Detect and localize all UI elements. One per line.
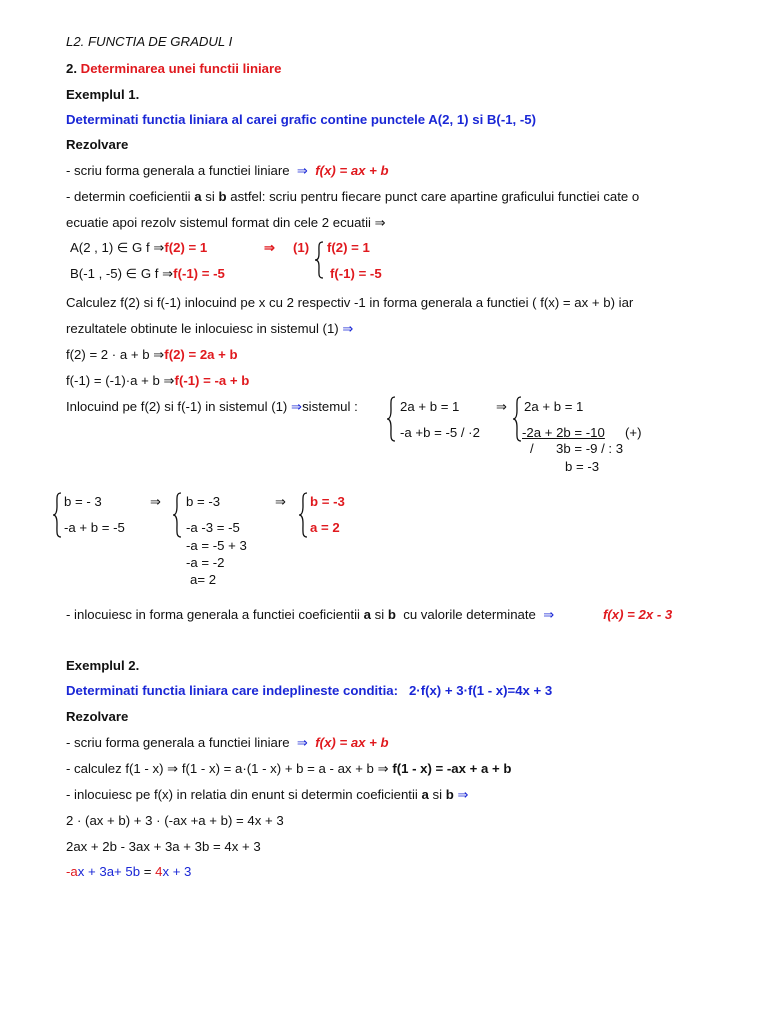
implies-arrow: ⇒	[296, 163, 308, 178]
text: - calculez f(1 - x)	[66, 761, 164, 776]
system3-eq-1: b = - 3	[64, 494, 102, 509]
equals-sign: =	[140, 864, 156, 879]
implies-arrow: ⇒	[167, 761, 179, 776]
text: cu valorile determinate	[403, 607, 536, 622]
ex2-line-calc	[66, 761, 511, 777]
ex1-line-coefficients	[66, 189, 639, 205]
point-B-line	[70, 266, 225, 282]
system1-eq-1: 2a + b = 1	[400, 399, 460, 414]
var-a: a	[421, 787, 429, 802]
system-eq-1: f(2) = 1	[327, 240, 370, 255]
text: - scriu forma generala a functiei liniare	[66, 735, 290, 750]
text: - determin coeficientii	[66, 189, 191, 204]
document-title: L2. FUNCTIA DE GRADUL I	[66, 34, 233, 49]
calc-expression: f(1 - x) = a·(1 - x) + b = a - ax + b	[181, 761, 374, 776]
coef-4: 4	[155, 864, 163, 879]
implies-arrow: ⇒	[296, 735, 308, 750]
final-line	[66, 607, 554, 623]
final-a-value: a = 2	[310, 520, 340, 535]
f2-line	[66, 347, 238, 363]
inloc-line	[66, 399, 358, 415]
implies-arrow: ⇒	[377, 761, 389, 776]
example1-rezolvare: Rezolvare	[66, 137, 129, 152]
fm1-result: f(-1) = -a + b	[174, 373, 250, 388]
point-A-equation: f(2) = 1	[164, 240, 208, 255]
var-b: b	[387, 607, 396, 622]
var-b: b	[445, 787, 454, 802]
calc-result: f(1 - x) = -ax + a + b	[392, 761, 512, 776]
implies-arrow: ⇒	[342, 321, 354, 336]
general-form-formula: f(x) = ax + b	[315, 735, 389, 750]
x-term: x +	[77, 864, 100, 879]
implies-arrow: ⇒	[150, 494, 162, 509]
implies-arrow: ⇒	[543, 607, 555, 622]
sum-operator: (+)	[625, 425, 642, 440]
text: f(-1) = (-1)·a + b	[66, 373, 160, 388]
fm1-line	[66, 373, 249, 389]
system2-b-result: b = -3	[565, 459, 600, 474]
point-A-membership: A(2 , 1) ∈ G f	[70, 240, 150, 255]
brace-icon	[512, 396, 522, 442]
implies-arrow: ⇒	[457, 787, 469, 802]
system-label: (1)	[293, 240, 310, 255]
implies-arrow: ⇒	[153, 347, 165, 362]
ex2-line-substitute	[66, 787, 469, 803]
calc-line-1: Calculez f(2) si f(-1) inlocuind pe x cu 2 respectiv -1 in forma generala a functiei ( f(x) = ax + b) iar	[66, 295, 634, 310]
constant-terms: 3a+ 5b	[99, 864, 141, 879]
brace-icon	[172, 492, 182, 538]
system2-eq-2: -2a + 2b = -10	[522, 425, 605, 440]
implies-arrow: ⇒	[374, 215, 386, 230]
point-B-equation: f(-1) = -5	[173, 266, 225, 281]
var-a: a	[363, 607, 371, 622]
task-condition: 2·f(x) + 3·f(1 - x)=4x + 3	[408, 683, 553, 698]
var-a: a	[194, 189, 202, 204]
section-number: 2.	[66, 61, 77, 76]
equation-1: 2 · (ax + b) + 3 · (-ax +a + b) = 4x + 3	[66, 813, 284, 828]
coef-neg-a: -a	[66, 864, 78, 879]
system4-step-2: -a = -2	[186, 555, 225, 570]
brace-icon	[52, 492, 62, 538]
text: - inlocuiesc pe f(x) in relatia din enunt si determin coeficientii	[66, 787, 418, 802]
example1-heading: Exemplul 1.	[66, 87, 140, 102]
ex1-line-general-form	[66, 163, 389, 179]
calc-line-2	[66, 321, 353, 337]
general-form-formula: f(x) = ax + b	[315, 163, 389, 178]
implies-arrow: ⇒	[264, 240, 276, 255]
task-text: Determinati functia liniara care indeplineste conditia:	[66, 683, 398, 698]
text: - scriu forma generala a functiei liniare	[66, 163, 290, 178]
text: ecuatie apoi rezolv sistemul format din cele 2 ecuatii	[66, 215, 371, 230]
ex2-line-general-form	[66, 735, 389, 751]
brace-icon	[314, 241, 324, 279]
implies-arrow: ⇒	[163, 373, 175, 388]
implies-arrow: ⇒	[162, 266, 174, 281]
system2-sum-result: 3b = -9 / : 3	[556, 441, 624, 456]
system4-eq-1: b = -3	[186, 494, 221, 509]
text: f(2) = 2 · a + b	[66, 347, 150, 362]
slash-mark: /	[530, 441, 534, 456]
system2-eq-1: 2a + b = 1	[524, 399, 584, 414]
text: Inlocuind pe f(2) si f(-1) in sistemul (1)	[66, 399, 288, 414]
brace-icon	[386, 396, 396, 442]
brace-icon	[298, 492, 308, 538]
implies-arrow: ⇒	[275, 494, 287, 509]
ex1-line-equations	[66, 215, 386, 231]
text-si: si	[374, 607, 385, 622]
system4-eq-2: -a -3 = -5	[186, 520, 240, 535]
system-eq-2: f(-1) = -5	[330, 266, 382, 281]
example2-task	[66, 683, 552, 699]
example1-task: Determinati functia liniara al carei grafic contine punctele A(2, 1) si B(-1, -5)	[66, 112, 536, 127]
equation-3	[66, 864, 191, 880]
implies-arrow: ⇒	[291, 399, 303, 414]
system4-result-a: a= 2	[190, 572, 217, 587]
final-function: f(x) = 2x - 3	[603, 607, 673, 622]
section-name: Determinarea unei functii liniare	[80, 61, 282, 76]
system4-step-1: -a = -5 + 3	[186, 538, 247, 553]
system1-eq-2: -a +b = -5 / ·2	[400, 425, 480, 440]
text: astfel: scriu pentru fiecare punct care apartine graficului functiei cate o	[230, 189, 640, 204]
text: rezultatele obtinute le inlocuiesc in sistemul (1)	[66, 321, 339, 336]
system3-eq-2: -a + b = -5	[64, 520, 125, 535]
text-sistemul: sistemul :	[302, 399, 358, 414]
equation-2: 2ax + 2b - 3ax + 3a + 3b = 4x + 3	[66, 839, 261, 854]
final-b-value: b = -3	[310, 494, 345, 509]
point-B-membership: B(-1 , -5) ∈ G f	[70, 266, 159, 281]
example2-rezolvare: Rezolvare	[66, 709, 129, 724]
text-si: si	[432, 787, 443, 802]
implies-arrow: ⇒	[153, 240, 165, 255]
point-A-line	[70, 240, 207, 256]
f2-result: f(2) = 2a + b	[164, 347, 238, 362]
text: - inlocuiesc in forma generala a functiei coeficientii	[66, 607, 360, 622]
var-b: b	[218, 189, 227, 204]
text-si: si	[205, 189, 215, 204]
implies-arrow: ⇒	[496, 399, 508, 414]
example2-heading: Exemplul 2.	[66, 658, 140, 673]
rhs-term: x + 3	[162, 864, 192, 879]
section-heading	[66, 61, 281, 77]
